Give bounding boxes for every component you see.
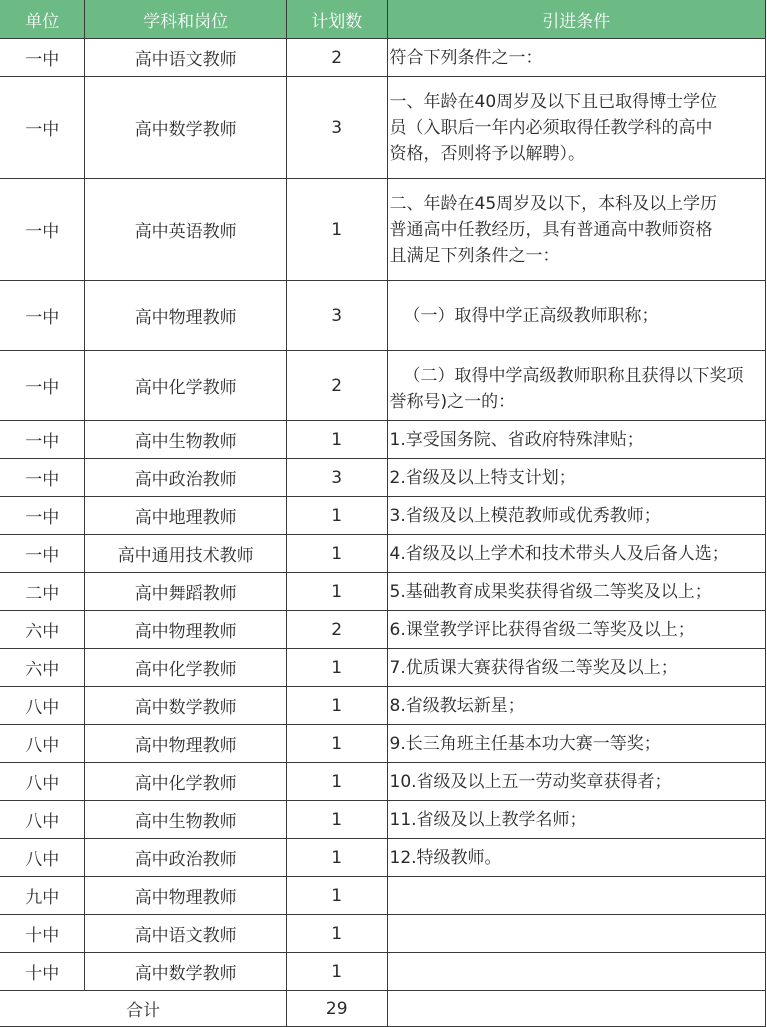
conditions-cell: [387, 459, 766, 497]
unit-cell: 一中: [0, 281, 85, 351]
conditions-cell: [387, 421, 766, 459]
count-cell: 1: [286, 497, 387, 535]
conditions-cell: [387, 573, 766, 611]
table-row: [0, 763, 766, 801]
count-cell: 3: [286, 281, 387, 351]
conditions-cell: [387, 915, 766, 953]
conditions-cell: [387, 763, 766, 801]
count-cell: 2: [286, 351, 387, 421]
table-row: [0, 497, 766, 535]
count-cell: 2: [286, 39, 387, 77]
header-post: 学科和岗位: [85, 0, 286, 39]
post-cell: 高中化学教师: [85, 351, 286, 421]
unit-cell: 八中: [0, 801, 85, 839]
condition-line: 誉称号)之一的：: [389, 392, 516, 412]
condition-line: 资格，否则将予以解聘）。: [389, 144, 585, 164]
total-label: 合计: [0, 991, 286, 1027]
unit-cell: 八中: [0, 725, 85, 763]
conditions-cell: [387, 497, 766, 535]
total-count: 29: [286, 991, 387, 1027]
unit-cell: 八中: [0, 763, 85, 801]
table-row: [0, 39, 766, 77]
condition-line: 员（入职后一年内必须取得任教学科的高中: [389, 118, 713, 138]
total-conditions-cell: [387, 991, 766, 1027]
count-cell: 1: [286, 535, 387, 573]
condition-line: 6.课堂教学评比获得省级二等奖及以上；: [389, 619, 695, 640]
unit-cell: 一中: [0, 39, 85, 77]
count-cell: 1: [286, 179, 387, 281]
condition-line: 5.基础教育成果奖获得省级二等奖及以上；: [389, 581, 712, 602]
post-cell: 高中物理教师: [85, 611, 286, 649]
table-row: [0, 179, 766, 281]
count-cell: 3: [286, 77, 387, 179]
count-cell: 1: [286, 915, 387, 953]
header-conditions: 引进条件: [387, 0, 766, 39]
count-cell: 1: [286, 573, 387, 611]
condition-line: 2.省级及以上特支计划；: [389, 467, 576, 488]
unit-cell: 八中: [0, 839, 85, 877]
header-count: 计划数: [286, 0, 387, 39]
unit-cell: 一中: [0, 421, 85, 459]
count-cell: 1: [286, 839, 387, 877]
header-unit: 单位: [0, 0, 85, 39]
post-cell: 高中舞蹈教师: [85, 573, 286, 611]
condition-line: 二、年龄在45周岁及以下，本科及以上学历: [389, 194, 718, 214]
count-cell: 1: [286, 649, 387, 687]
conditions-cell: [387, 649, 766, 687]
table-row: [0, 877, 766, 915]
post-cell: 高中化学教师: [85, 763, 286, 801]
unit-cell: 二中: [0, 573, 85, 611]
table-row: [0, 801, 766, 839]
conditions-cell: [387, 77, 766, 179]
unit-cell: 六中: [0, 649, 85, 687]
count-cell: 1: [286, 877, 387, 915]
condition-line: 一、年龄在40周岁及以下且已取得博士学位: [389, 92, 718, 112]
unit-cell: 一中: [0, 497, 85, 535]
condition-line: 10.省级及以上五一劳动奖章获得者；: [389, 771, 672, 792]
table-row: [0, 953, 766, 991]
count-cell: 3: [286, 459, 387, 497]
count-cell: 1: [286, 801, 387, 839]
condition-line: 普通高中任教经历，具有普通高中教师资格: [389, 220, 713, 240]
count-cell: 1: [286, 687, 387, 725]
post-cell: 高中数学教师: [85, 687, 286, 725]
post-cell: 高中生物教师: [85, 801, 286, 839]
table-row: [0, 725, 766, 763]
condition-line: 8.省级教坛新星；: [389, 695, 525, 716]
conditions-cell: [387, 953, 766, 991]
post-cell: 高中化学教师: [85, 649, 286, 687]
table-row: [0, 839, 766, 877]
unit-cell: 一中: [0, 77, 85, 179]
table-row: [0, 281, 766, 351]
post-cell: 高中物理教师: [85, 725, 286, 763]
conditions-cell: [387, 351, 766, 421]
post-cell: 高中数学教师: [85, 953, 286, 991]
table-row: [0, 573, 766, 611]
count-cell: 1: [286, 725, 387, 763]
post-cell: 高中语文教师: [85, 915, 286, 953]
post-cell: 高中物理教师: [85, 877, 286, 915]
unit-cell: 一中: [0, 535, 85, 573]
header-row: [0, 0, 766, 39]
post-cell: 高中地理教师: [85, 497, 286, 535]
condition-line: 4.省级及以上学术和技术带头人及后备人选；: [389, 543, 729, 564]
count-cell: 2: [286, 611, 387, 649]
unit-cell: 十中: [0, 953, 85, 991]
table-row: [0, 649, 766, 687]
unit-cell: 一中: [0, 351, 85, 421]
table-row: [0, 351, 766, 421]
post-cell: 高中英语教师: [85, 179, 286, 281]
conditions-cell: [387, 687, 766, 725]
unit-cell: 一中: [0, 179, 85, 281]
unit-cell: 十中: [0, 915, 85, 953]
unit-cell: 六中: [0, 611, 85, 649]
conditions-cell: [387, 877, 766, 915]
table-row: [0, 421, 766, 459]
table-row: [0, 77, 766, 179]
table-row: [0, 611, 766, 649]
conditions-cell: [387, 611, 766, 649]
condition-line: 3.省级及以上模范教师或优秀教师；: [389, 505, 661, 526]
condition-line: 9.长三角班主任基本功大赛一等奖；: [389, 733, 661, 754]
post-cell: 高中政治教师: [85, 459, 286, 497]
count-cell: 1: [286, 763, 387, 801]
post-cell: 高中语文教师: [85, 39, 286, 77]
count-cell: 1: [286, 953, 387, 991]
conditions-cell: [387, 839, 766, 877]
unit-cell: 一中: [0, 459, 85, 497]
table-row: [0, 915, 766, 953]
conditions-cell: [387, 179, 766, 281]
condition-line: （一）取得中学正高级教师职称；: [403, 305, 659, 326]
condition-line: 12.特级教师。: [389, 847, 502, 868]
condition-line: 1.享受国务院、省政府特殊津贴；: [389, 429, 644, 450]
condition-line: 7.优质课大赛获得省级二等奖及以上；: [389, 657, 678, 678]
post-cell: 高中物理教师: [85, 281, 286, 351]
condition-line: 11.省级及以上教学名师；: [389, 809, 587, 830]
table-row: [0, 459, 766, 497]
conditions-cell: [387, 801, 766, 839]
count-cell: 1: [286, 421, 387, 459]
post-cell: 高中通用技术教师: [85, 535, 286, 573]
conditions-cell: [387, 535, 766, 573]
table-row: [0, 535, 766, 573]
condition-line: （二）取得中学高级教师职称且获得以下奖项: [403, 366, 744, 386]
conditions-cell: [387, 725, 766, 763]
post-cell: 高中生物教师: [85, 421, 286, 459]
post-cell: 高中数学教师: [85, 77, 286, 179]
total-row: [0, 991, 766, 1027]
unit-cell: 九中: [0, 877, 85, 915]
table-row: [0, 687, 766, 725]
unit-cell: 八中: [0, 687, 85, 725]
condition-line: 且满足下列条件之一：: [389, 246, 560, 266]
post-cell: 高中政治教师: [85, 839, 286, 877]
conditions-cell: [387, 39, 766, 77]
condition-line: 符合下列条件之一：: [389, 47, 543, 68]
conditions-cell: [387, 281, 766, 351]
